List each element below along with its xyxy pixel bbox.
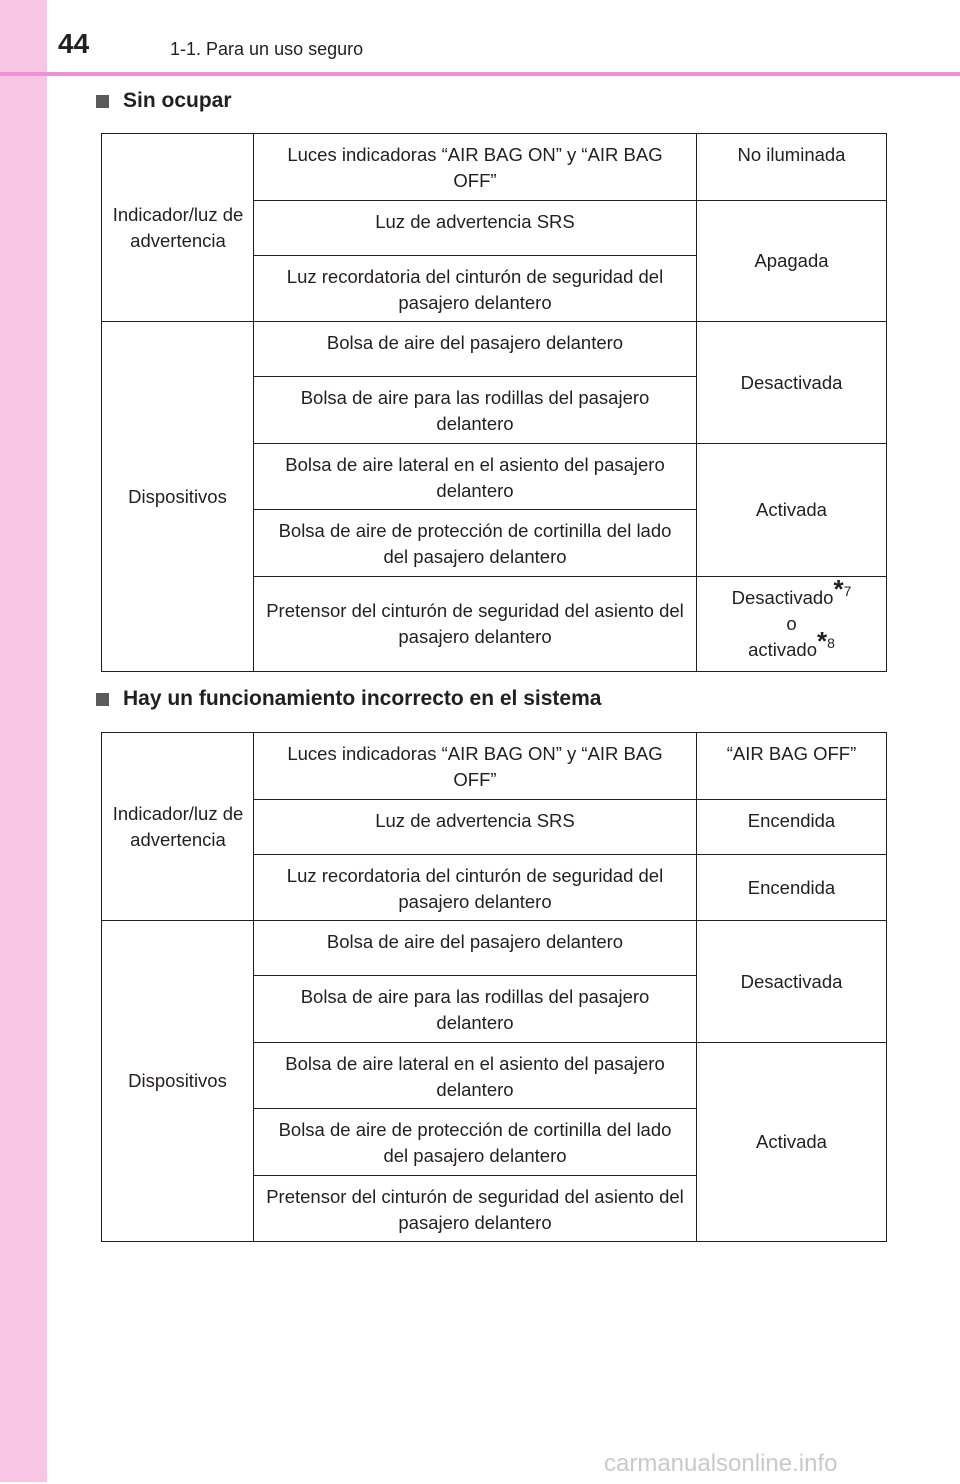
indicator-state: Encendida [697, 855, 887, 921]
status-table-malfunction [101, 732, 887, 1242]
section-heading-unoccupied [96, 88, 232, 114]
state-or: o [786, 613, 797, 634]
page-side-band [0, 0, 47, 1482]
indicator-item: Luces indicadoras “AIR BAG ON” y “AIR BAG OFF” [254, 134, 697, 201]
group-label-devices: Dispositivos [102, 322, 254, 672]
table-row [102, 322, 887, 377]
footnote-star: * [816, 626, 828, 656]
device-item: Pretensor del cinturón de seguridad del asiento del pasajero delantero [254, 577, 697, 672]
indicator-item: Luz recordatoria del cinturón de seguridad del pasajero delantero [254, 256, 697, 322]
device-item: Bolsa de aire de protección de cortinilla del lado del pasajero delantero [254, 1109, 697, 1176]
indicator-item: Luces indicadoras “AIR BAG ON” y “AIR BAG OFF” [254, 733, 697, 800]
device-item: Bolsa de aire para las rodillas del pasajero delantero [254, 377, 697, 444]
device-state: Activada [697, 444, 887, 577]
device-item: Bolsa de aire para las rodillas del pasajero delantero [254, 976, 697, 1043]
square-bullet-icon [96, 95, 109, 108]
footnote-star: * [833, 574, 844, 604]
state-activated: activado [748, 639, 817, 660]
device-item: Bolsa de aire del pasajero delantero [254, 322, 697, 377]
group-label-indicators: Indicador/luz de advertencia [102, 733, 254, 921]
footnote-number: 7 [843, 583, 852, 599]
indicator-state: “AIR BAG OFF” [697, 733, 887, 800]
watermark: carmanualsonline.info [604, 1450, 838, 1477]
status-table-unoccupied [101, 133, 887, 672]
indicator-item: Luz de advertencia SRS [254, 800, 697, 855]
table-row [102, 921, 887, 976]
footnote-number: 8 [827, 635, 835, 651]
breadcrumb: 1-1. Para un uso seguro [170, 39, 364, 59]
page-number: 44 [58, 28, 90, 59]
device-item: Pretensor del cinturón de seguridad del asiento del pasajero delantero [254, 1176, 697, 1242]
state-deactivated: Desactivado [731, 587, 834, 608]
square-bullet-icon [96, 693, 109, 706]
device-item: Bolsa de aire lateral en el asiento del pasajero delantero [254, 1043, 697, 1109]
indicator-item: Luz de advertencia SRS [254, 201, 697, 256]
indicator-state: Apagada [697, 201, 887, 322]
device-state: Desactivada [697, 322, 887, 444]
table-row [102, 134, 887, 201]
section-heading-malfunction [96, 686, 601, 712]
group-label-indicators: Indicador/luz de advertencia [102, 134, 254, 322]
device-state: Activada [697, 1043, 887, 1242]
indicator-state: No iluminada [697, 134, 887, 201]
table-row [102, 733, 887, 800]
section-heading-text: Hay un funcionamiento incorrecto en el sistema [123, 687, 602, 710]
device-item: Bolsa de aire lateral en el asiento del pasajero delantero [254, 444, 697, 510]
indicator-state: Encendida [697, 800, 887, 855]
indicator-item: Luz recordatoria del cinturón de seguridad del pasajero delantero [254, 855, 697, 921]
device-state: Desactivada [697, 921, 887, 1043]
section-heading-text: Sin ocupar [123, 89, 232, 112]
device-state [697, 574, 887, 672]
device-item: Bolsa de aire del pasajero delantero [254, 921, 697, 976]
device-item: Bolsa de aire de protección de cortinilla del lado del pasajero delantero [254, 510, 697, 577]
header-rule [0, 72, 960, 76]
group-label-devices: Dispositivos [102, 921, 254, 1242]
